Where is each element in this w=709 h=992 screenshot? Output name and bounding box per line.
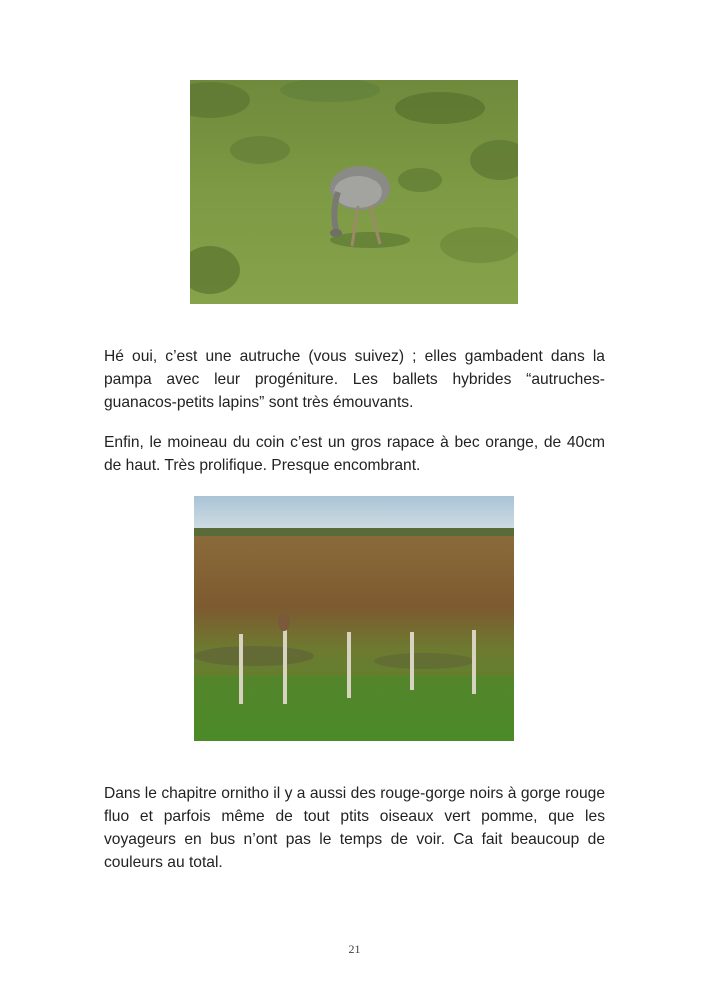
page-number: 21: [348, 942, 361, 956]
paragraph-raptor: Enfin, le moineau du coin c’est un gros rapace à bec orange, de 40cm de haut. Très prolifique. Presque encombrant.: [104, 434, 605, 474]
pampa-fence-photo: [194, 496, 514, 741]
paragraph-ornitho: Dans le chapitre ornitho il y a aussi des rouge-gorge noirs à gorge rouge fluo et parfois même de tout ptits oiseaux vert pomme, que les voyageurs en bus n’ont pas le temps de voir. Ca fait beaucoup de couleurs au total.: [104, 785, 605, 871]
rhea-photo: [190, 80, 518, 304]
paragraph-rhea: Hé oui, c’est une autruche (vous suivez) ; elles gambadent dans la pampa avec leur progéniture. Les ballets hybrides “autruches-guanacos-petits lapins” sont très émouvants.: [104, 348, 605, 411]
